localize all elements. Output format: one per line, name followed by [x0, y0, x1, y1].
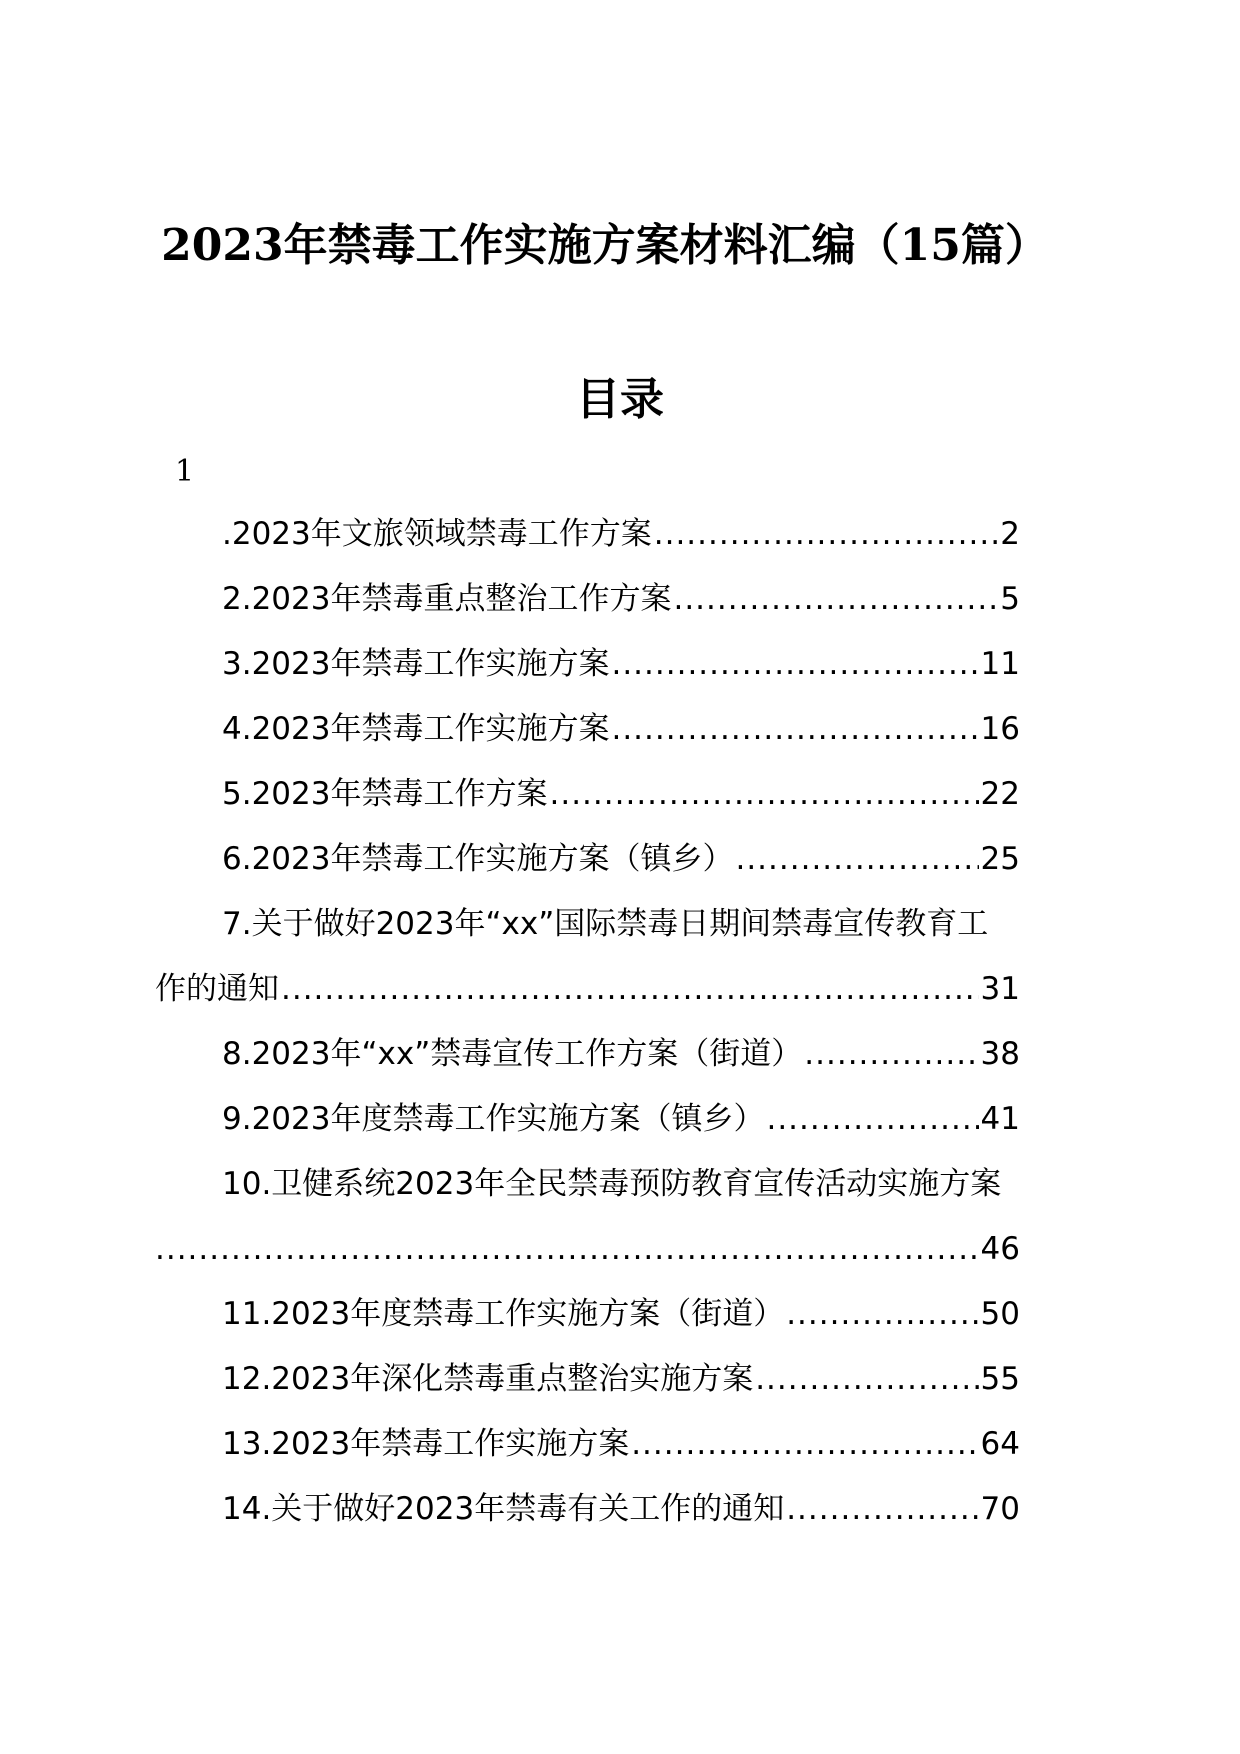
toc-entry-title: .2023年文旅领域禁毒工作方案	[222, 516, 652, 552]
toc-entry-title-continuation: 作的通知	[155, 971, 279, 1007]
toc-entry-7[interactable]	[222, 902, 988, 946]
toc-entry-1[interactable]	[222, 512, 1020, 556]
toc-leader-dots	[786, 1487, 978, 1531]
toc-entry-title: 8.2023年“xx”禁毒宣传工作方案（街道）	[222, 1036, 803, 1072]
toc-leader-dots	[281, 967, 979, 1011]
toc-entry-title: 9.2023年度禁毒工作实施方案（镇乡）	[222, 1101, 765, 1137]
toc-entry-page: 5	[1000, 581, 1020, 617]
toc-entry-page: 50	[980, 1296, 1020, 1332]
toc-entry-title: 11.2023年度禁毒工作实施方案（街道）	[222, 1296, 785, 1332]
toc-leader-dots	[804, 1032, 978, 1076]
toc-entry-page: 25	[980, 841, 1020, 877]
toc-entry-12[interactable]	[222, 1357, 1020, 1401]
toc-entry-4[interactable]	[222, 707, 1020, 751]
toc-entry-3[interactable]	[222, 642, 1020, 686]
toc-leader-dots	[755, 1357, 978, 1401]
toc-entry-page: 55	[980, 1361, 1020, 1397]
toc-leader-dots	[631, 1422, 978, 1466]
toc-leader-dots	[549, 772, 978, 816]
toc-entry-title: 14.关于做好2023年禁毒有关工作的通知	[222, 1491, 785, 1527]
toc-entry-11[interactable]	[222, 1292, 1020, 1336]
toc-entry-page: 22	[980, 776, 1020, 812]
toc-entry-title: 3.2023年禁毒工作实施方案	[222, 646, 610, 682]
stray-page-number: 1	[175, 454, 195, 489]
toc-entry-7-continuation[interactable]	[155, 967, 1020, 1011]
toc-entry-title: 5.2023年禁毒工作方案	[222, 776, 548, 812]
toc-entry-2[interactable]	[222, 577, 1020, 621]
toc-entry-page: 31	[980, 971, 1020, 1007]
toc-leader-dots	[654, 512, 999, 556]
toc-entry-title: 12.2023年深化禁毒重点整治实施方案	[222, 1361, 754, 1397]
toc-entry-13[interactable]	[222, 1422, 1020, 1466]
toc-entry-page: 46	[980, 1231, 1020, 1267]
toc-entry-title: 10.卫健系统2023年全民禁毒预防教育宣传活动实施方案	[222, 1166, 1002, 1202]
toc-entry-14[interactable]	[222, 1487, 1020, 1531]
toc-entry-10-continuation[interactable]	[155, 1227, 1020, 1271]
toc-entry-page: 64	[980, 1426, 1020, 1462]
toc-leader-dots	[611, 642, 978, 686]
toc-entry-page: 16	[980, 711, 1020, 747]
toc-entry-title: 7.关于做好2023年“xx”国际禁毒日期间禁毒宣传教育工	[222, 906, 989, 942]
toc-entry-title: 2.2023年禁毒重点整治工作方案	[222, 581, 672, 617]
toc-entry-5[interactable]	[222, 772, 1020, 816]
toc-entry-10[interactable]	[222, 1162, 1001, 1206]
toc-entry-page: 70	[980, 1491, 1020, 1527]
document-title: 2023年禁毒工作实施方案材料汇编（15篇）	[161, 220, 1049, 271]
toc-leader-dots	[766, 1097, 978, 1141]
toc-heading: 目录	[576, 374, 664, 425]
toc-leader-dots	[673, 577, 998, 621]
toc-entry-9[interactable]	[222, 1097, 1020, 1141]
toc-entry-page: 38	[980, 1036, 1020, 1072]
toc-entry-6[interactable]	[222, 837, 1020, 881]
toc-entry-8[interactable]	[222, 1032, 1020, 1076]
toc-entry-title: 6.2023年禁毒工作实施方案（镇乡）	[222, 841, 734, 877]
toc-entry-page: 11	[980, 646, 1020, 682]
toc-leader-dots	[735, 837, 978, 881]
toc-entry-page: 2	[1000, 516, 1020, 552]
toc-leader-dots	[611, 707, 978, 751]
toc-entry-title: 13.2023年禁毒工作实施方案	[222, 1426, 630, 1462]
toc-leader-dots	[155, 1227, 979, 1271]
toc-leader-dots	[786, 1292, 978, 1336]
toc-entry-title: 4.2023年禁毒工作实施方案	[222, 711, 610, 747]
toc-entry-page: 41	[980, 1101, 1020, 1137]
